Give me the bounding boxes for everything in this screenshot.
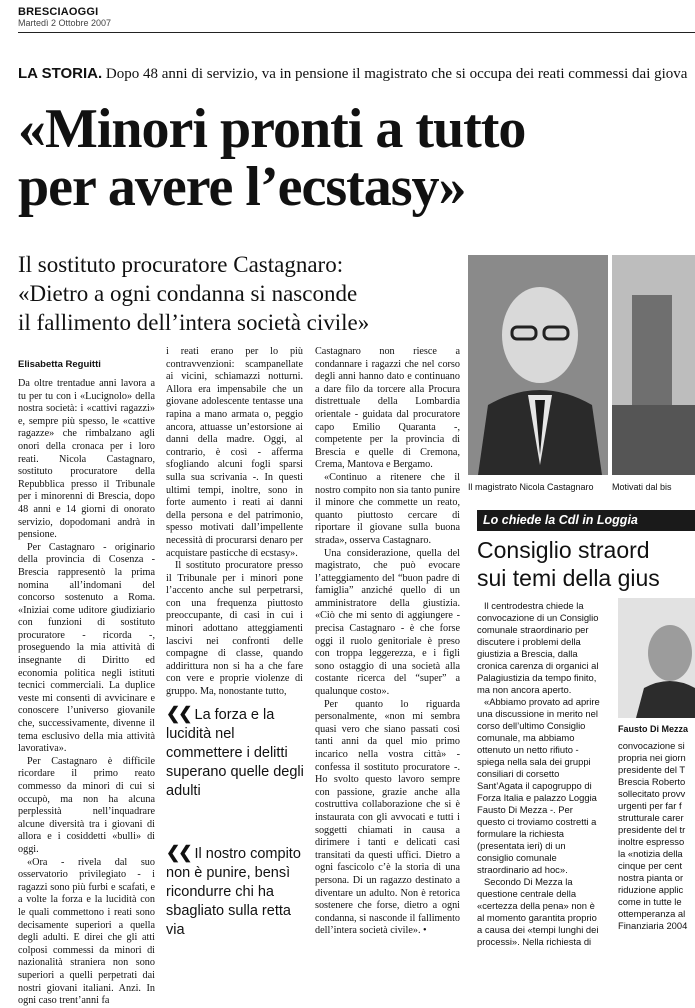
article-column-1 <box>18 378 155 1007</box>
paragraph: Per Castagnaro - originario della provincia di Cosenza - Brescia rappresentò la prima nomina all’indomani del concorso sostenuto a Roma. «Iniziai come uditore giudiziario con funzioni di sostituto procuratore - ricorda -, proseguendo la mia attività di insegnante di Diritto ed economia politica negli istituti tecnici commerciali. La duplice veste mi consentì di avvicinare e conoscere l’universo giovanile che, successivamente, divenne il tema esclusivo della mia attività lavorativa». <box>18 541 155 755</box>
photo-caption-1: Il magistrato Nicola Castagnaro <box>468 482 594 492</box>
photo-di-mezza <box>618 598 695 718</box>
pullquote-1-text: La forza e la lucidità nel commettere i delitti superano quelle degli adulti <box>166 707 304 799</box>
text-line: strutturale carer <box>618 812 684 823</box>
photo-magistrate <box>468 255 608 475</box>
pullquote-2-text: Il nostro compito non è punire, bensì ricondurre chi ha sbagliato sulla retta via <box>166 846 301 938</box>
photo-caption-3: Fausto Di Mezza <box>618 724 689 734</box>
text-line: nostra pianta or <box>618 872 684 883</box>
portrait-image <box>468 255 608 475</box>
text-line: propria nei giorn <box>618 752 686 763</box>
text-line: Finanziaria 2004 <box>618 920 688 931</box>
sidebar-column-1 <box>477 600 603 975</box>
headline-line-2: per avere l’ecstasy» <box>18 156 466 218</box>
kicker-label: LA STORIA. <box>18 65 103 82</box>
photo-caption-2: Motivati dal bis <box>612 482 672 492</box>
masthead-date: Martedì 2 Ottobre 2007 <box>18 18 112 28</box>
headline-line-1: «Minori pronti a tutto <box>18 98 526 160</box>
paragraph: i reati erano per lo più contravvenzioni: scampanellate ai vicini, schiamazzi notturni. Allora era impensabile che un giovane adolescente tentasse una rapina a mano armata o, peggio ancora, attuasse un’estorsione ai danni della madre. Oggi, al contrario, è così - afferma sfogliando alcuni fogli sparsi sulla sua scrivania -. In questi ultimi tempi, inoltre, sono in forte aumento i reati ai danni della persona e del patrimonio, spesso motivati dall’impellente necessità di procurarsi denaro per acquistare pasticche di ecstasy». <box>166 346 303 559</box>
quote-mark-icon: ❮❮ <box>166 843 191 862</box>
text-line: convocazione si <box>618 740 685 751</box>
pullquote-2 <box>166 843 308 940</box>
subhead-line-1: Il sostituto procuratore Castagnaro: <box>18 252 344 277</box>
quote-mark-icon: ❮❮ <box>166 704 191 723</box>
pullquote-1 <box>166 704 308 801</box>
article-column-3 <box>315 346 460 978</box>
paragraph: «Ora - rivela dal suo osservatorio privilegiato - i ragazzi sono più furbi e scafati, e a volte la forza e la lucidità con le quali commettono i reati sono decisamente superiori a quella degli adulti. E direi che gli atti colposi commessi da minori di nazionalità straniera non sono superiori a quelli perpetrati dai nostri giovani italiani. Anzi. In ogni caso trent’anni fa <box>18 856 155 1007</box>
portrait-image <box>618 598 695 718</box>
text-line: la «notizia della <box>618 848 683 859</box>
paragraph: «Abbiamo provato ad aprire una discussione in merito nel corso dell’ultimo Consiglio comunale, ma abbiamo ottenuto un netto rifiuto - spiega nella sala dei gruppi consiliari di corsetto Sant’Agata il capogruppo di Forza Italia e palazzo Loggia Fausto Di Mezza -. Per questo ci troviamo costretti a formulare la richiesta (presentata ieri) di un consiglio comunale straordinario ad hoc». <box>477 696 600 875</box>
text-line: presidente del tr <box>618 824 686 835</box>
paragraph: Castagnaro non riesce a condannare i ragazzi che nel corso degli anni hanno dato e continuano a dare filo da torcere alla Procura distrettuale della Lombardia orientale - guidata dal procuratore capo Emilio Quaranta -, competente per la provincia di Brescia e quelle di Cremona, Crema, Mantova e Bergamo. <box>315 346 460 471</box>
headline <box>18 100 695 216</box>
kicker <box>18 65 695 83</box>
paragraph: Secondo Di Mezza la questione centrale della «certezza della pena» non è al momento garantita proprio a causa dei «tempi lunghi dei processi». Nella richiesta di <box>477 876 599 947</box>
text-line: sollecitato provv <box>618 788 686 799</box>
paragraph: Da oltre trentadue anni lavora a tu per tu con i «Lucignolo» della nostra società: i «cattivi ragazzi» e, sempre più spesso, le «cattive ragazze» che rimbalzano agli onori della cronaca per i loro reati. Nicola Castagnaro, sostituto procuratore della Repubblica presso il Tribunale per i minorenni di Brescia, dopo 48 anni e 14 giorni di onorato servizio, dopodomani andrà in pensione. <box>18 378 155 541</box>
text-line: Brescia Roberto <box>618 776 686 787</box>
sidebar-tag: Lo chiede la Cdl in Loggia <box>477 510 695 531</box>
text-line: ottemperanza al <box>618 908 686 919</box>
sidebar-title-line-1: Consiglio straord <box>477 537 650 563</box>
paragraph: Il sostituto procuratore presso il Tribunale per i minori pone l’accento anche sul perpetrarsi, con una frequenza piuttosto preoccupante, di casi in cui i minori adottano atteggiamenti lascivi nei confronti delle compagne di classe, quando addirittura non si ha a che fare con vere e proprie violenze di gruppo. Ma, nonostante tutto, <box>166 560 303 698</box>
text-line: riduzione applic <box>618 884 684 895</box>
text-line: come in tutte le <box>618 896 682 907</box>
subhead-line-3: il fallimento dell’intera società civile» <box>18 310 370 335</box>
masthead-name: BRESCIAOGGI <box>18 6 99 18</box>
text-line: presidente del T <box>618 764 686 775</box>
sidebar-title <box>477 536 695 592</box>
sidebar-column-2 <box>618 740 695 978</box>
kicker-text: Dopo 48 anni di servizio, va in pensione il magistrato che si occupa dei reati commessi dai giova <box>105 66 688 82</box>
paragraph: Per Castagnaro è difficile ricordare il primo reato commesso da minori di cui si occupò, ma non ha alcuna perplessità nell’inquadrare alcune diversità tra i giovani di allora e i cosiddetti «bulli» di oggi. <box>18 755 155 855</box>
subheadline <box>18 250 458 337</box>
text-line: cinque per cent <box>618 860 683 871</box>
header-rule <box>18 32 695 33</box>
sidebar-title-line-2: sui temi della gius <box>477 565 660 591</box>
paragraph: Una considerazione, quella del magistrato, che può evocare l’atteggiamento del “buon padre di famiglia” anziché quello di un amministratore della giustizia. «Ciò che mi sento di aggiungere - precisa Castagnaro - è che forse oggi il ruolo genitoriale è preso con troppa leggerezza, e i figli sono ostaggio di una società alla costante ricerca del “super” a qualunque costo». <box>315 547 460 698</box>
article-column-2 <box>166 346 303 698</box>
paragraph: Il centrodestra chiede la convocazione di un Consiglio comunale straordinario per discutere i problemi della giustizia a Brescia, dalla cronica carenza di organici al Palagiustizia da tempo finito, ma non ancora aperto. <box>477 600 599 695</box>
paragraph: Per quanto lo riguarda personalmente, «non mi sembra quasi vero che siano passati così tanti anni da quel mio primo incarico nella vostra città» - confessa il sostituto procuratore -. Ho svolto questo lavoro sempre con passione, grazie anche alla costruttiva collaborazione che si è instaurata con gli avvocati e tutti i soggetti chiamati in causa a dirimere i tanti e delicati casi transitati da questi uffici. Dietro a ogni fascicolo c’è la storia di una persona. Di un ragazzo destinato a diventare un adulto. Non è retorica sostenere che forse, dietro a ogni condanna, si nasconde il fallimento dell’intera società civile». • <box>315 698 460 937</box>
text-line: urgenti per far f <box>618 800 682 811</box>
byline: Elisabetta Reguitti <box>18 359 101 370</box>
subhead-line-2: «Dietro a ogni condanna si nasconde <box>18 281 358 306</box>
scene-image <box>612 255 695 475</box>
text-line: inoltre espresso <box>618 836 685 847</box>
paragraph: «Continuo a ritenere che il nostro compito non sia tanto punire il minore che commette un reato, quanto piuttosto cercare di riportare il giovane sulla buona strada», osserva Castagnaro. <box>315 471 460 546</box>
photo-secondary <box>612 255 695 475</box>
